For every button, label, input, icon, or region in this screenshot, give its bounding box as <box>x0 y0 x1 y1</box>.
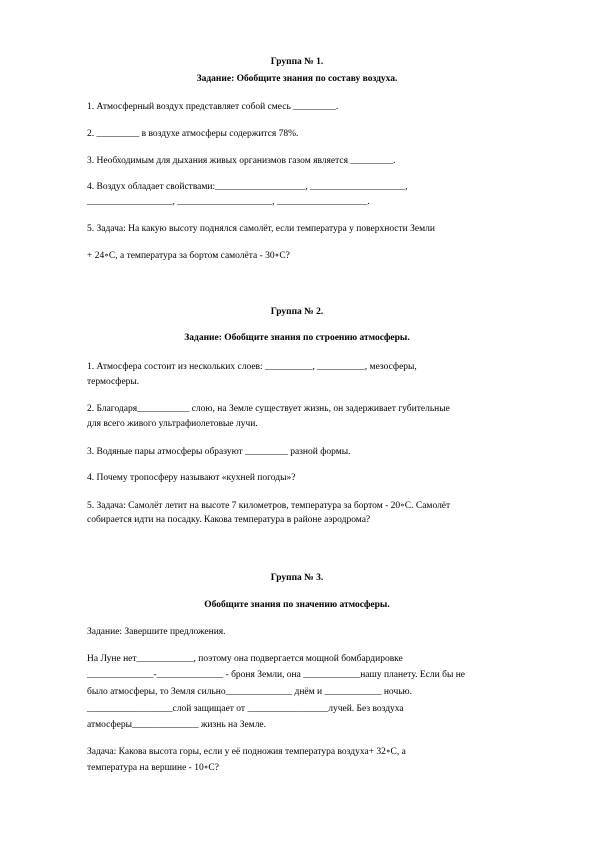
group1-question-2: 2. _________ в воздухе атмосферы содержится 78%. <box>87 129 299 139</box>
group2-task: Задание: Обобщите знания по строению атмосферы. <box>184 333 410 343</box>
group3-problem-line1: Задача: Какова высота горы, если у её подножия температура воздуха+ 32∘С, а <box>87 747 406 757</box>
group2-title: Группа № 2. <box>270 307 324 317</box>
group1-task: Задание: Обобщите знания по составу воздуха. <box>196 74 398 84</box>
group1-question-4-line1: 4. Воздух обладает свойствами:___________________, ____________________, <box>87 182 408 192</box>
group1-title: Группа № 1. <box>270 57 324 67</box>
group3-paragraph-line1: На Луне нет____________, поэтому она подвергается мощной бомбардировке <box>87 654 403 664</box>
group3-paragraph-line4: __________________слой защищает от _________________лучей. Без воздуха <box>87 704 404 714</box>
group3-paragraph-line5: атмосферы______________ жизнь на Земле. <box>87 720 267 730</box>
group1-question-5-line1: 5. Задача: На какую высоту поднялся самолёт, если температура у поверхности Земли <box>87 224 435 234</box>
group1-question-4-line2: __________________, ____________________, ___________________. <box>87 197 370 207</box>
group1-question-1: 1. Атмосферный воздух представляет собой смесь _________. <box>87 102 339 112</box>
group1-question-3: 3. Необходимым для дыхания живых организмов газом является _________. <box>87 156 396 166</box>
group3-title: Группа № 3. <box>270 573 324 583</box>
group2-question-1-line1: 1. Атмосфера состоит из нескольких слоев: __________, __________, мезосферы, <box>87 362 417 372</box>
group2-question-1-line2: термосферы. <box>87 377 140 387</box>
group3-problem-line2: температура на вершине - 10∘С? <box>87 763 219 773</box>
group3-paragraph-line3: было атмосферы, то Земля сильно______________ днём и ____________ ночью. <box>87 687 413 697</box>
group1-question-5-line2: + 24∘С, а температура за бортом самолёта - 30∘С? <box>87 251 290 261</box>
group2-question-2-line2: для всего живого ультрафиолетовые лучи. <box>87 419 258 429</box>
group3-task: Обобщите знания по значению атмосферы. <box>204 600 390 610</box>
group2-question-5-line1: 5. Задача: Самолёт летит на высоте 7 километров, температура за бортом - 20∘С. Самолёт <box>87 501 451 511</box>
group2-question-2-line1: 2. Благодаря___________ слою, на Земле существует жизнь, он задерживает губительные <box>87 404 450 414</box>
group2-question-3: 3. Водяные пары атмосферы образуют _________ разной формы. <box>87 447 351 457</box>
group2-question-4: 4. Почему тропосферу называют «кухней погоды»? <box>87 473 296 483</box>
group3-paragraph-line2: ______________-______________ - броня Земли, она ____________нашу планету. Если бы не <box>87 670 465 680</box>
group2-question-5-line2: собирается идти на посадку. Какова температура в районе аэродрома? <box>87 515 371 525</box>
group3-instruction: Задание: Завершите предложения. <box>87 627 226 637</box>
